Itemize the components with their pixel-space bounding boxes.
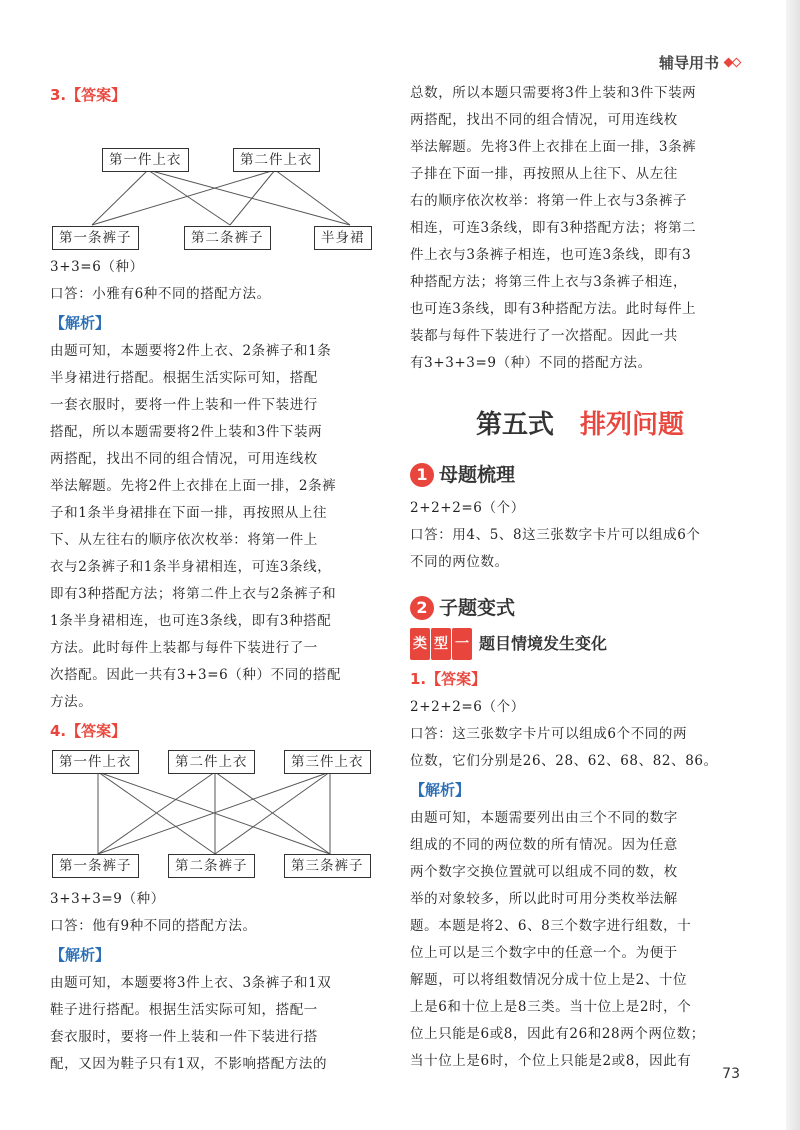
q3-line: 举法解题。先将2件上衣排在上面一排，2条裤 (50, 478, 337, 494)
q4-analysis (50, 970, 380, 1078)
subsection-heading-text: 母题梳理 (439, 464, 516, 486)
cont-line: 总数，所以本题只需要将3件上装和3件下装两 (410, 85, 697, 101)
type-tag-char: 类 (410, 628, 430, 660)
right-column (410, 80, 750, 1075)
q4-answer-label: 【答案】 (66, 722, 127, 740)
q3-heading (50, 80, 380, 110)
q3-line: 一套衣服时，要将一件上装和一件下装进行 (50, 397, 318, 413)
mother-answer-line: 不同的两位数。 (410, 554, 509, 570)
r-q1-line: 由题可知，本题需要列出由三个不同的数字 (410, 810, 678, 826)
r-q1-line: 解题，可以将组数情况分成十位上是2、十位 (410, 972, 688, 988)
q3-analysis (50, 338, 380, 716)
r-q1-answer-line: 口答：这三张数字卡片可以组成6个不同的两 (410, 726, 688, 742)
q4-analysis-continued (410, 80, 750, 377)
r-q1-line: 位上可以是三个数字中的任意一个。为便于 (410, 945, 678, 961)
q4-heading (50, 716, 380, 746)
subsection-heading-2 (410, 592, 750, 624)
q3-line: 次搭配。因此一共有3+3=6（种）不同的搭配 (50, 667, 342, 683)
q4-bottom-box-3: 第三条裤子 (284, 854, 371, 878)
cont-line: 也可连3条线，即有3种搭配方法。此时每件上 (410, 301, 697, 317)
type-tag-char: 一 (452, 628, 472, 660)
page-number: 73 (722, 1066, 740, 1082)
r-q1-answer-line: 位数，它们分别是26、28、62、68、82、86。 (410, 753, 718, 769)
q3-top-box-2: 第二件上衣 (233, 148, 320, 172)
r-q1-line: 组成的不同的两位数的所有情况。因为任意 (410, 837, 678, 853)
subsection-heading-1 (410, 459, 750, 491)
r-q1-line: 题。本题是将2、6、8三个数字进行组数，十 (410, 918, 692, 934)
q4-top-box-2: 第二件上衣 (168, 750, 255, 774)
q4-top-box-1: 第一件上衣 (52, 750, 139, 774)
q3-formula: 3+3=6（种） (50, 259, 144, 275)
q3-answer: 口答：小雅有6种不同的搭配方法。 (50, 286, 271, 302)
q4-answer: 口答：他有9种不同的搭配方法。 (50, 918, 257, 934)
subsection-heading-text: 子题变式 (439, 597, 516, 619)
q4-number: 4. (50, 722, 67, 740)
q4-line: 配，又因为鞋子只有1双，不影响搭配方法的 (50, 1056, 328, 1072)
q4-line: 由题可知，本题要将3件上衣、3条裤子和1双 (50, 975, 332, 991)
q3-bottom-box-3: 半身裙 (314, 226, 372, 250)
number-badge-icon: 1 (410, 463, 434, 487)
type-heading-text: 题目情境发生变化 (479, 634, 608, 653)
q4-line: 鞋子进行搭配。根据生活实际可知，搭配一 (50, 1002, 318, 1018)
q4-diagram (50, 746, 380, 886)
q4-analysis-label: 【解析】 (50, 946, 111, 964)
q3-line: 半身裙进行搭配。根据生活实际可知，搭配 (50, 370, 318, 386)
q4-formula: 3+3+3=9（种） (50, 891, 165, 907)
r-q1-line: 上是6和十位上是8三类。当十位上是2时，个 (410, 999, 692, 1015)
q3-line: 下、从左往右的顺序依次枚举：将第一件上 (50, 532, 318, 548)
q3-line: 由题可知，本题要将2件上衣、2条裤子和1条 (50, 343, 332, 359)
number-badge-icon: 2 (410, 596, 434, 620)
header-title: 辅导用书 (658, 54, 719, 72)
r-q1-analysis-label: 【解析】 (410, 781, 471, 799)
r-q1-formula: 2+2+2=6（个） (410, 699, 525, 715)
r-q1-line: 举的对象较多，所以此时可用分类枚举法解 (410, 891, 678, 907)
q3-diagram (50, 110, 380, 250)
q3-line: 即有3种搭配方法；将第二件上衣与2条裤子和 (50, 586, 337, 602)
type-tag-char: 型 (431, 628, 451, 660)
section-title-name: 排列问题 (580, 410, 685, 440)
q3-line: 搭配，所以本题需要将2件上装和3件下装两 (50, 424, 323, 440)
r-q1-analysis (410, 805, 750, 1075)
q3-line: 1条半身裙相连，也可连3条线，即有3种搭配 (50, 613, 332, 629)
r-q1-number: 1. (410, 670, 427, 688)
cont-line: 种搭配方法；将第三件上衣与3条裤子相连， (410, 274, 688, 290)
cont-line: 右的顺序依次枚举：将第一件上衣与3条裤子 (410, 193, 688, 209)
q4-top-box-3: 第三件上衣 (284, 750, 371, 774)
q3-analysis-label: 【解析】 (50, 314, 111, 332)
r-q1-line: 当十位上是6时，个位上只能是2或8，因此有 (410, 1053, 692, 1069)
q3-line: 方法。此时每件上装都与每件下装进行了一 (50, 640, 318, 656)
q3-number: 3. (50, 86, 67, 104)
cont-line: 两搭配，找出不同的组合情况，可用连线枚 (410, 112, 678, 128)
page-edge (786, 0, 800, 1130)
section-title (410, 405, 750, 445)
q4-bottom-box-1: 第一条裤子 (52, 854, 139, 878)
diamond-icon (725, 59, 740, 66)
q3-answer-label: 【答案】 (66, 86, 127, 104)
section-title-number: 第五式 (475, 410, 554, 440)
q3-top-box-1: 第一件上衣 (102, 148, 189, 172)
q3-line: 子和1条半身裙排在下面一排，再按照从上往 (50, 505, 328, 521)
cont-line: 相连，可连3条线，即有3种搭配方法；将第二 (410, 220, 697, 236)
q4-line: 套衣服时，要将一件上装和一件下装进行搭 (50, 1029, 318, 1045)
type-tag (410, 628, 473, 660)
q3-line: 方法。 (50, 694, 93, 710)
page-header (659, 52, 740, 73)
q3-line: 衣与2条裤子和1条半身裙相连，可连3条线， (50, 559, 332, 575)
cont-line: 举法解题。先将3件上衣排在上面一排，3条裤 (410, 139, 697, 155)
q3-bottom-box-2: 第二条裤子 (184, 226, 271, 250)
mother-formula: 2+2+2=6（个） (410, 500, 525, 516)
r-q1-heading (410, 664, 750, 694)
q3-line: 两搭配，找出不同的组合情况，可用连线枚 (50, 451, 318, 467)
cont-line: 子排在下面一排，再按照从上往下、从左往 (410, 166, 678, 182)
left-column (50, 80, 380, 1078)
q3-bottom-box-1: 第一条裤子 (52, 226, 139, 250)
cont-line: 装都与每件下装进行了一次搭配。因此一共 (410, 328, 678, 344)
type-heading (410, 628, 750, 660)
r-q1-answer-label: 【答案】 (426, 670, 487, 688)
cont-line: 件上衣与3条裤子相连，也可连3条线，即有3 (410, 247, 692, 263)
mother-answer-line: 口答：用4、5、8这三张数字卡片可以组成6个 (410, 527, 701, 543)
r-q1-line: 两个数字交换位置就可以组成不同的数，枚 (410, 864, 678, 880)
r-q1-line: 位上只能是6或8，因此有26和28两个两位数； (410, 1026, 705, 1042)
q4-bottom-box-2: 第二条裤子 (168, 854, 255, 878)
cont-line: 有3+3+3=9（种）不同的搭配方法。 (410, 355, 652, 371)
